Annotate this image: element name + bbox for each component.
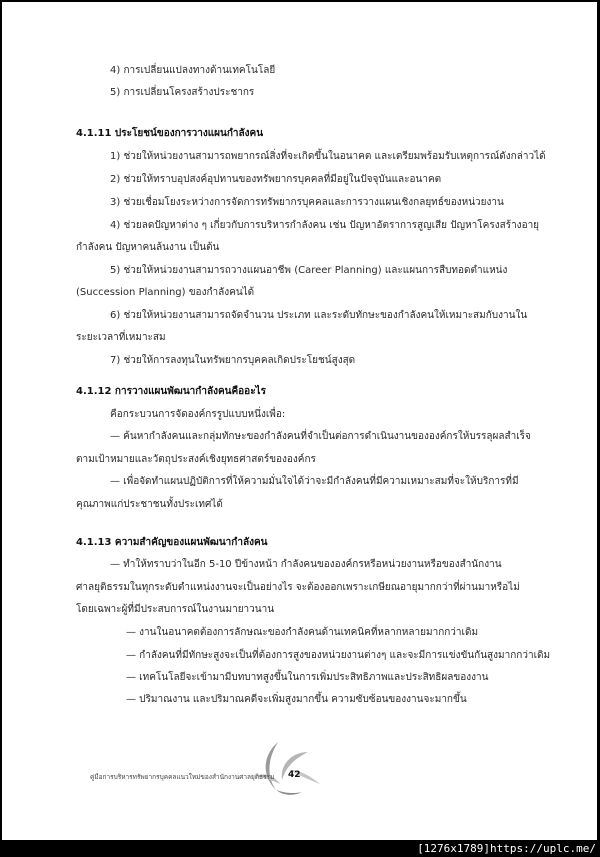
paragraph-line: (Succession Planning) ของกำลังคนได้ — [76, 287, 255, 298]
bullet-line: — ทำให้ทราบว่าในอีก 5-10 ปีข้างหน้า กำลังคนขององค์กรหรือหน่วยงานหรือของสำนักงาน — [110, 559, 502, 570]
section-heading-4-1-11: 4.1.11 ประโยชน์ของการวางแผนกำลังคน — [76, 128, 264, 139]
paragraph-line: 1) ช่วยให้หน่วยงานสามารถพยากรณ์สิ่งที่จะเกิดขึ้นในอนาคต และเตรียมพร้อมรับเหตุการณ์ดังกล่าวได้ — [110, 151, 546, 162]
bullet-line: — ปริมาณงาน และปริมาณคดีจะเพิ่มสูงมากขึ้น ความซับซ้อนของงานจะมากขึ้น — [126, 694, 467, 705]
section-heading-4-1-13: 4.1.13 ความสำคัญของแผนพัฒนากำลังคน — [76, 537, 268, 548]
paragraph-line: 3) ช่วยเชื่อมโยงระหว่างการจัดการทรัพยากรบุคคลและการวางแผนเชิงกลยุทธ์ของหน่วยงาน — [110, 197, 504, 208]
paragraph-line: ระยะเวลาที่เหมาะสม — [76, 332, 166, 343]
list-item: 5) การเปลี่ยนโครงสร้างประชากร — [110, 87, 255, 98]
bullet-line: — ค้นหากำลังคนและกลุ่มทักษะของกำลังคนที่จำเป็นต่อการดำเนินงานขององค์กรให้บรรลุผลสำเร็จ — [110, 431, 531, 442]
bullet-line: — เทคโนโลยีจะเข้ามามีบทบาทสูงขึ้นในการเพิ่มประสิทธิภาพและประสิทธิผลของงาน — [126, 672, 489, 683]
bullet-line: — งานในอนาคตต้องการลักษณะของกำลังคนด้านเทคนิคที่หลากหลายมากกว่าเดิม — [126, 627, 479, 638]
paragraph-line: โดยเฉพาะผู้ที่มีประสบการณ์ในงานมายาวนาน — [76, 604, 275, 615]
list-item: 4) การเปลี่ยนแปลงทางด้านเทคโนโลยี — [110, 65, 276, 76]
paragraph-line: คือกระบวนการจัดองค์กรรูปแบบหนึ่งเพื่อ: — [110, 409, 286, 420]
paragraph-line: 6) ช่วยให้หน่วยงานสามารถจัดจำนวน ประเภท และระดับทักษะของกำลังคนให้เหมาะสมกับงานใน — [110, 310, 528, 321]
paragraph-line: กำลังคน ปัญหาคนล้นงาน เป็นต้น — [76, 242, 220, 253]
image-watermark: [1276x1789]https://uplc.me/ — [417, 842, 596, 855]
bullet-line: — เพื่อจัดทำแผนปฏิบัติการที่ให้ความมั่นใจได้ว่าจะมีกำลังคนที่มีความเหมาะสมที่จะให้บริการที่มี — [110, 476, 519, 487]
section-heading-4-1-12: 4.1.12 การวางแผนพัฒนากำลังคนคืออะไร — [76, 386, 266, 397]
paragraph-line: 4) ช่วยลดปัญหาต่าง ๆ เกี่ยวกับการบริหารกำลังคน เช่น ปัญหาอัตราการสูญเสีย ปัญหาโครงสร้างอายุ — [110, 220, 540, 231]
paragraph-line: ตามเป้าหมายและวัตถุประสงค์เชิงยุทธศาสตร์ขององค์กร — [76, 454, 316, 465]
paragraph-line: ศาลยุติธรรมในทุกระดับตำแหน่งงานจะเป็นอย่างไร จะต้องออกเพราะเกษียณอายุมากกว่าที่ผ่านมาหรือไม่ — [76, 582, 520, 593]
paragraph-line: คุณภาพแก่ประชาชนทั้งประเทศได้ — [76, 499, 223, 510]
paragraph-line: 7) ช่วยให้การลงทุนในทรัพยากรบุคคลเกิดประโยชน์สูงสุด — [110, 355, 356, 366]
paragraph-line: 2) ช่วยให้ทราบอุปสงค์อุปทานของทรัพยากรบุคคลที่มีอยู่ในปัจจุบันและอนาคต — [110, 174, 442, 185]
document-page — [2, 2, 597, 840]
bullet-line: — กำลังคนที่มีทักษะสูงจะเป็นที่ต้องการสูงของหน่วยงานต่างๆ และจะมีการแข่งขันกันสูงมากกว่าเดิม — [126, 650, 551, 661]
paragraph-line: 5) ช่วยให้หน่วยงานสามารถวางแผนอาชีพ (Career Planning) และแผนการสืบทอดตำแหน่ง — [110, 265, 508, 276]
page-number: 42 — [288, 770, 301, 780]
footer-title: คู่มือการบริหารทรัพยากรบุคคลแนวใหม่ของสำนักงานศาลยุติธรรม — [90, 773, 275, 781]
